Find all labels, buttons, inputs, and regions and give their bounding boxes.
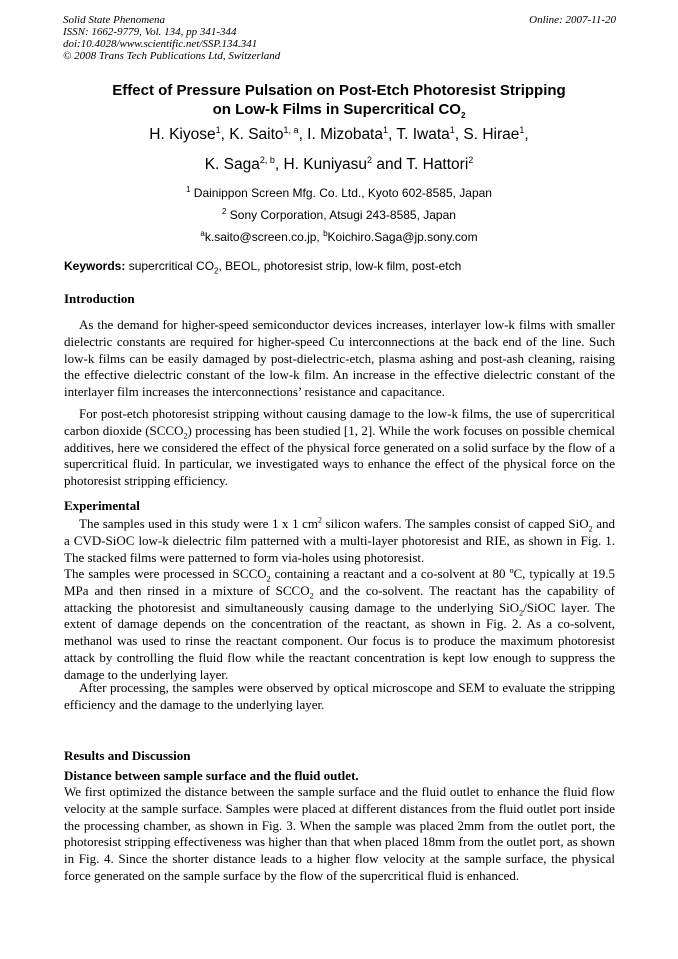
intro-paragraph-1: As the demand for higher-speed semiconductor devices increases, interlayer low-k films with smaller dielectric constants are required for higher-speed Cu interconnections at the back end of the line. Such low-k films can be easily damaged by post-dielectric-etch, plasma ashing and post-ash cleaning, raising the effective dielectric constant of the low-k film. An increase in the effective dielectric constant of the interlayer film increases the interconnections’ resistance and capacitance. bbox=[64, 317, 615, 400]
introduction-heading: Introduction bbox=[64, 291, 135, 306]
email-line: $^a$k.saito@screen.co.jp, $^b$Koichiro.Saga@jp.sony.com bbox=[200, 229, 478, 244]
online-date: Online: 2007-11-20 bbox=[529, 14, 616, 26]
affiliation-2: $^2$ Sony Corporation, Atsugi 243-8585, Japan bbox=[222, 207, 456, 222]
intro-paragraph-2: For post-etch photoresist stripping without causing damage to the low-k films, the use of supercritical carbon dioxide $(SCCO_2)$ processing has been studied [1, 2]. While the work focuses on possible chemical additives, here we considered the effect of the physical force generated on a solid surface by the flow of a supercritical fluid. In particular, we investigated ways to enhance the effect of the physical force on the photoresist stripping efficiency. bbox=[64, 406, 615, 489]
experimental-paragraph-2: The samples were processed in $SCCO_2$ containing a reactant and a co-solvent at 80 ºC, typically at 19.5 MPa and then rinsed in a mixture of $SCCO_2$ and the co-solvent. The reactant has the capability of attacking the photoresist and simultaneously causing damage to the underlying SiO$_2$/SiOC layer. The extent of damage depends on the concentration of the reactant, as shown in Fig. 2. As a co-solvent, methanol was used to rinse the reactant component. Our focus is to produce the maximum photoresist attack by controlling the fluid flow while the reactant concentration is kept low enough to suppress the damage to the underlying layer. bbox=[64, 566, 615, 682]
experimental-paragraph-1: The samples used in this study were 1 x 1 $cm^2$ silicon wafers. The samples consist of capped SiO$_2$ and a CVD-SiOC low-k dielectric film patterned with a multi-layer photoresist and RIE, as shown in Fig. 1. The stacked films were patterned to form via-holes using photoresist. bbox=[64, 515, 615, 565]
experimental-paragraph-3: After processing, the samples were observed by optical microscope and SEM to evaluate the stripping efficiency and the damage to the underlying layer. bbox=[64, 680, 615, 712]
keywords: Keywords: supercritical $CO_2$, BEOL, photoresist strip, low-k film, post-etch bbox=[64, 259, 462, 276]
journal-name: Solid State Phenomena bbox=[63, 14, 166, 26]
results-heading: Results and Discussion bbox=[64, 748, 191, 763]
title-line-1: Effect of Pressure Pulsation on Post-Etch Photoresist Stripping bbox=[112, 82, 566, 99]
affiliation-1: $^1$ Dainippon Screen Mfg. Co. Ltd., Kyoto 602-8585, Japan bbox=[186, 185, 492, 200]
keywords-label: Keywords: bbox=[64, 259, 126, 273]
results-paragraph-1: We first optimized the distance between the sample surface and the fluid outlet to enhance the fluid flow velocity at the sample surface. Samples were placed at different distances from the fluid outlet port inside the processing chamber, as shown in Fig. 3. When the sample was placed 2mm from the outlet port, the photoresist stripping effectiveness was higher than that when placed 18mm from the outlet port, as shown in Fig. 4. Since the shorter distance leads to a higher flow velocity at the sample surface, the physical force generated on the sample surface by the flow of the supercritical fluid is enhanced. bbox=[64, 784, 615, 883]
author-line-1: H. Kiyose$^1$, K. Saito$^{1, a}$, I. Mizobata$^1$, T. Iwata$^1$, S. Hirae$^1$, bbox=[149, 124, 529, 143]
doi-line: doi:10.4028/www.scientific.net/SSP.134.341 bbox=[63, 38, 258, 50]
author-line-2: K. Saga$^{2, b}$, H. Kuniyasu$^2$ and T. Hattori$^2$ bbox=[204, 154, 474, 173]
copyright-line: © 2008 Trans Tech Publications Ltd, Switzerland bbox=[63, 50, 281, 62]
experimental-heading: Experimental bbox=[64, 498, 140, 513]
issn-line: ISSN: 1662-9779, Vol. 134, pp 341-344 bbox=[63, 26, 237, 38]
journal-info bbox=[63, 14, 280, 62]
results-subheading: Distance between sample surface and the fluid outlet. bbox=[64, 768, 359, 783]
paper-title bbox=[0, 81, 678, 119]
title-line-2: on Low-k Films in Supercritical $CO_2$ bbox=[212, 101, 466, 120]
